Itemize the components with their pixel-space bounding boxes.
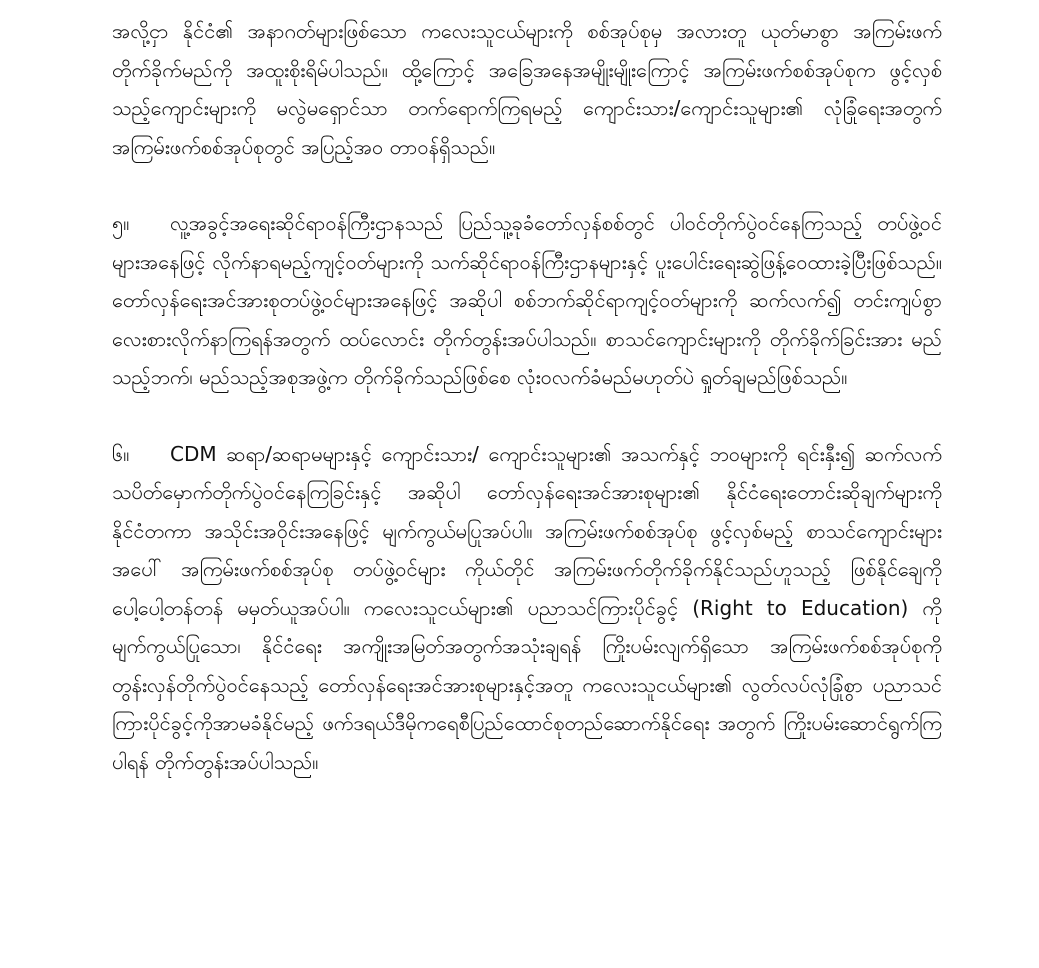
paragraph-continuation [112, 12, 942, 166]
paragraph-text: အလို့ငှာ နိုင်ငံ၏ အနာဂတ်များဖြစ်သော ကလေးသူငယ်များကို စစ်အုပ်စုမှ အလားတူ ယုတ်မာစွာ အကြမ်းဖက်တိုက်ခိုက်မည်ကို အထူးစိုးရိမ်ပါသည်။ ထို့ကြောင့် အခြေအနေအမျိုးမျိုးကြောင့် အကြမ်းဖက်စစ်အုပ်စုက ဖွင့်လှစ်သည့်ကျောင်းများကို မလွဲမရှောင်သာ တက်ရောက်ကြရမည့် ကျောင်းသား/ကျောင်းသူများ၏ လုံခြုံရေးအတွက် အကြမ်းဖက်စစ်အုပ်စုတွင် အပြည့်အဝ တာဝန်ရှိသည်။ [112, 19, 942, 159]
paragraph-5 [112, 204, 942, 397]
paragraph-6 [112, 435, 942, 782]
document-page [112, 12, 942, 781]
paragraph-spacer [112, 397, 942, 435]
paragraph-spacer [112, 166, 942, 204]
paragraph-text: CDM ဆရာ/ဆရာမများနှင့် ကျောင်းသား/ ကျောင်းသူများ၏ အသက်နှင့် ဘဝများကို ရင်းနှီး၍ ဆက်လက်သပိတ်မှောက်တိုက်ပွဲဝင်နေကြခြင်းနှင့် အဆိုပါ တော်လှန်ရေးအင်အားစုများ၏ နိုင်ငံရေးတောင်းဆိုချက်များကို နိုင်ငံတကာ အသိုင်းအဝိုင်းအနေဖြင့် မျက်ကွယ်မပြုအပ်ပါ။ အကြမ်းဖက်စစ်အုပ်စု ဖွင့်လှစ်မည့် စာသင်ကျောင်းများအပေါ် အကြမ်းဖက်စစ်အုပ်စု တပ်ဖွဲ့ဝင်များ ကိုယ်တိုင် အကြမ်းဖက်တိုက်ခိုက်နိုင်သည်ဟူသည့် ဖြစ်နိုင်ချေကို ပေါ့ပေါ့တန်တန် မမှတ်ယူအပ်ပါ။ ကလေးသူငယ်များ၏ ပညာသင်ကြားပိုင်ခွင့် (Right to Education) ကို မျက်ကွယ်ပြုသော၊ နိုင်ငံရေး အကျိုးအမြတ်အတွက်အသုံးချရန် ကြိုးပမ်းလျက်ရှိသော အကြမ်းဖက်စစ်အုပ်စုကို တွန်းလှန်တိုက်ပွဲဝင်နေသည့် တော်လှန်ရေးအင်အားစုများနှင့်အတူ ကလေးသူငယ်များ၏ လွတ်လပ်လုံခြုံစွာ ပညာသင်ကြားပိုင်ခွင့်ကိုအာမခံနိုင်မည့် ဖက်ဒရယ်ဒီမိုကရေစီပြည်ထောင်စုတည်ဆောက်နိုင်ရေး အတွက် ကြိုးပမ်းဆောင်ရွက်ကြပါရန် တိုက်တွန်းအပ်ပါသည်။ [112, 441, 942, 774]
paragraph-number: ၆။ [112, 441, 130, 466]
paragraph-number: ၅။ [112, 211, 130, 235]
paragraph-text: လူ့အခွင့်အရေးဆိုင်ရာဝန်ကြီးဌာနသည် ပြည်သူ့ခုခံတော်လှန်စစ်တွင် ပါဝင်တိုက်ပွဲဝင်နေကြသည့် တပ်ဖွဲ့ဝင်များအနေဖြင့် လိုက်နာရမည့်ကျင့်ဝတ်များကို သက်ဆိုင်ရာဝန်ကြီးဌာနများနှင့် ပူးပေါင်းရေးဆွဲဖြန့်ဝေထားခဲ့ပြီးဖြစ်သည်။ တော်လှန်ရေးအင်အားစုတပ်ဖွဲ့ဝင်များအနေဖြင့် အဆိုပါ စစ်ဘက်ဆိုင်ရာကျင့်ဝတ်များကို ဆက်လက်၍ တင်းကျပ်စွာလေးစားလိုက်နာကြရန်အတွက် ထပ်လောင်း တိုက်တွန်းအပ်ပါသည်။ စာသင်ကျောင်းများကို တိုက်ခိုက်ခြင်းအား မည်သည့်ဘက်၊ မည်သည့်အစုအဖွဲ့က တိုက်ခိုက်သည်ဖြစ်စေ လုံးဝလက်ခံမည်မဟုတ်ပဲ ရှုတ်ချမည်ဖြစ်သည်။ [112, 211, 942, 389]
